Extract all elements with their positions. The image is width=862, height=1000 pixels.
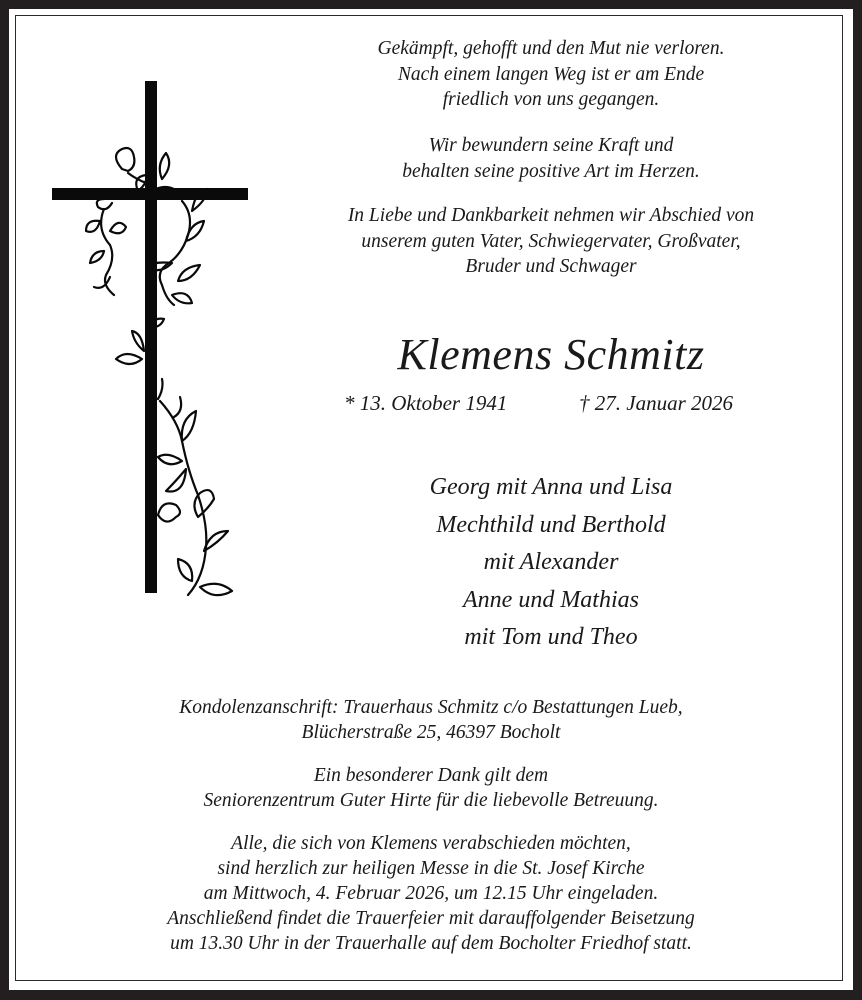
verse-line: Nach einem langen Weg ist er am Ende [397, 63, 705, 85]
family-member: mit Tom und Theo [464, 624, 638, 650]
family-member: Georg mit Anna und Lisa [429, 474, 673, 500]
verse-line: Bruder und Schwager [465, 256, 637, 277]
obituary-notice [9, 9, 853, 990]
verse-line: In Liebe und Dankbarkeit nehmen wir Abschied von [347, 205, 755, 226]
verse-line: behalten seine positive Art im Herzen. [402, 160, 700, 182]
family-member: mit Alexander [483, 549, 619, 575]
family-member: Anne und Mathias [463, 586, 639, 613]
thanks-note [29, 763, 833, 813]
service-line: sind herzlich zur heiligen Messe in die St. Josef Kirche [217, 858, 645, 879]
deceased-name: Klemens Schmitz [397, 330, 705, 379]
thanks-line: Seniorenzentrum Guter Hirte für die liebevolle Betreuung. [203, 790, 659, 811]
verse-line: friedlich von uns gegangen. [442, 89, 660, 110]
verse-stanza-2 [291, 133, 811, 184]
verse-line: Wir bewundern seine Kraft und [428, 135, 674, 156]
service-line: Alle, die sich von Klemens verabschieden möchten, [231, 833, 631, 854]
verse-stanza-3 [291, 203, 811, 280]
cross-with-vine-icon [52, 81, 252, 601]
verse-stanza-1 [291, 36, 811, 113]
service-line: Anschließend findet die Trauerfeier mit darauffolgender Beisetzung [167, 908, 695, 929]
birth-date: * 13. Oktober 1941 [344, 391, 508, 415]
condolence-address [29, 695, 833, 745]
service-line: am Mittwoch, 4. Februar 2026, um 12.15 Uhr eingeladen. [203, 883, 659, 904]
service-line: um 13.30 Uhr in der Trauerhalle auf dem Bocholter Friedhof statt. [170, 933, 692, 954]
death-date: † 27. Januar 2026 [579, 391, 733, 415]
condolence-line: Blücherstraße 25, 46397 Bocholt [301, 722, 561, 743]
service-info [29, 831, 833, 956]
verse-line: Gekämpft, gehofft und den Mut nie verloren. [377, 38, 725, 59]
family-list [291, 469, 811, 657]
condolence-line: Kondolenzanschrift: Trauerhaus Schmitz c/o Bestattungen Lueb, [179, 697, 683, 718]
thanks-line: Ein besonderer Dank gilt dem [313, 765, 549, 786]
family-member: Mechthild und Berthold [436, 511, 666, 538]
verse-line: unserem guten Vater, Schwiegervater, Großvater, [361, 230, 741, 252]
